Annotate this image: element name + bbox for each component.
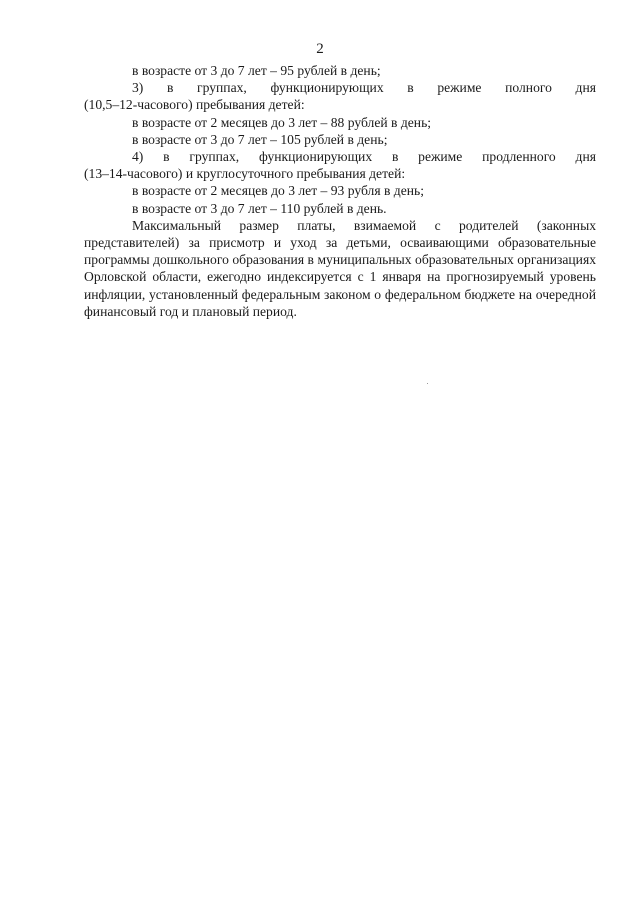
text-line-age-2m-3-93: в возрасте от 2 месяцев до 3 лет – 93 рубля в день; bbox=[132, 183, 424, 199]
text-line-full-day: (10,5–12-часового) пребывания детей: bbox=[84, 97, 305, 113]
text-line-extended-day: (13–14-часового) и круглосуточного пребывания детей: bbox=[84, 166, 406, 182]
paragraph-max-fee: Максимальный размер платы, взимаемой с родителей (законных представителей) за присмотр и уход за детьми, осваивающими образовательные программы дошкольного образования в муниципальных образовательных организациях Орловской области, ежегодно индексируется с 1 января на прогнозируемый уровень инфляции, установленный федеральным законом о федеральном бюджете на очередной финансовый год и плановый период. bbox=[84, 217, 596, 319]
text-line-item-4: 4) в группах, функционирующих в режиме продленного дня bbox=[132, 149, 596, 165]
text-line-age-3-7-105: в возрасте от 3 до 7 лет – 105 рублей в день; bbox=[132, 131, 388, 147]
page-number: 2 bbox=[316, 41, 324, 57]
document-body bbox=[84, 62, 596, 320]
scan-speck bbox=[427, 383, 428, 384]
text-line-age-3-7-95: в возрасте от 3 до 7 лет – 95 рублей в день; bbox=[132, 63, 381, 78]
text-line-item-3: 3) в группах, функционирующих в режиме полного дня bbox=[132, 80, 596, 96]
text-line-age-3-7-110: в возрасте от 3 до 7 лет – 110 рублей в день. bbox=[132, 200, 387, 216]
text-line-age-2m-3-88: в возрасте от 2 месяцев до 3 лет – 88 рублей в день; bbox=[132, 114, 432, 130]
